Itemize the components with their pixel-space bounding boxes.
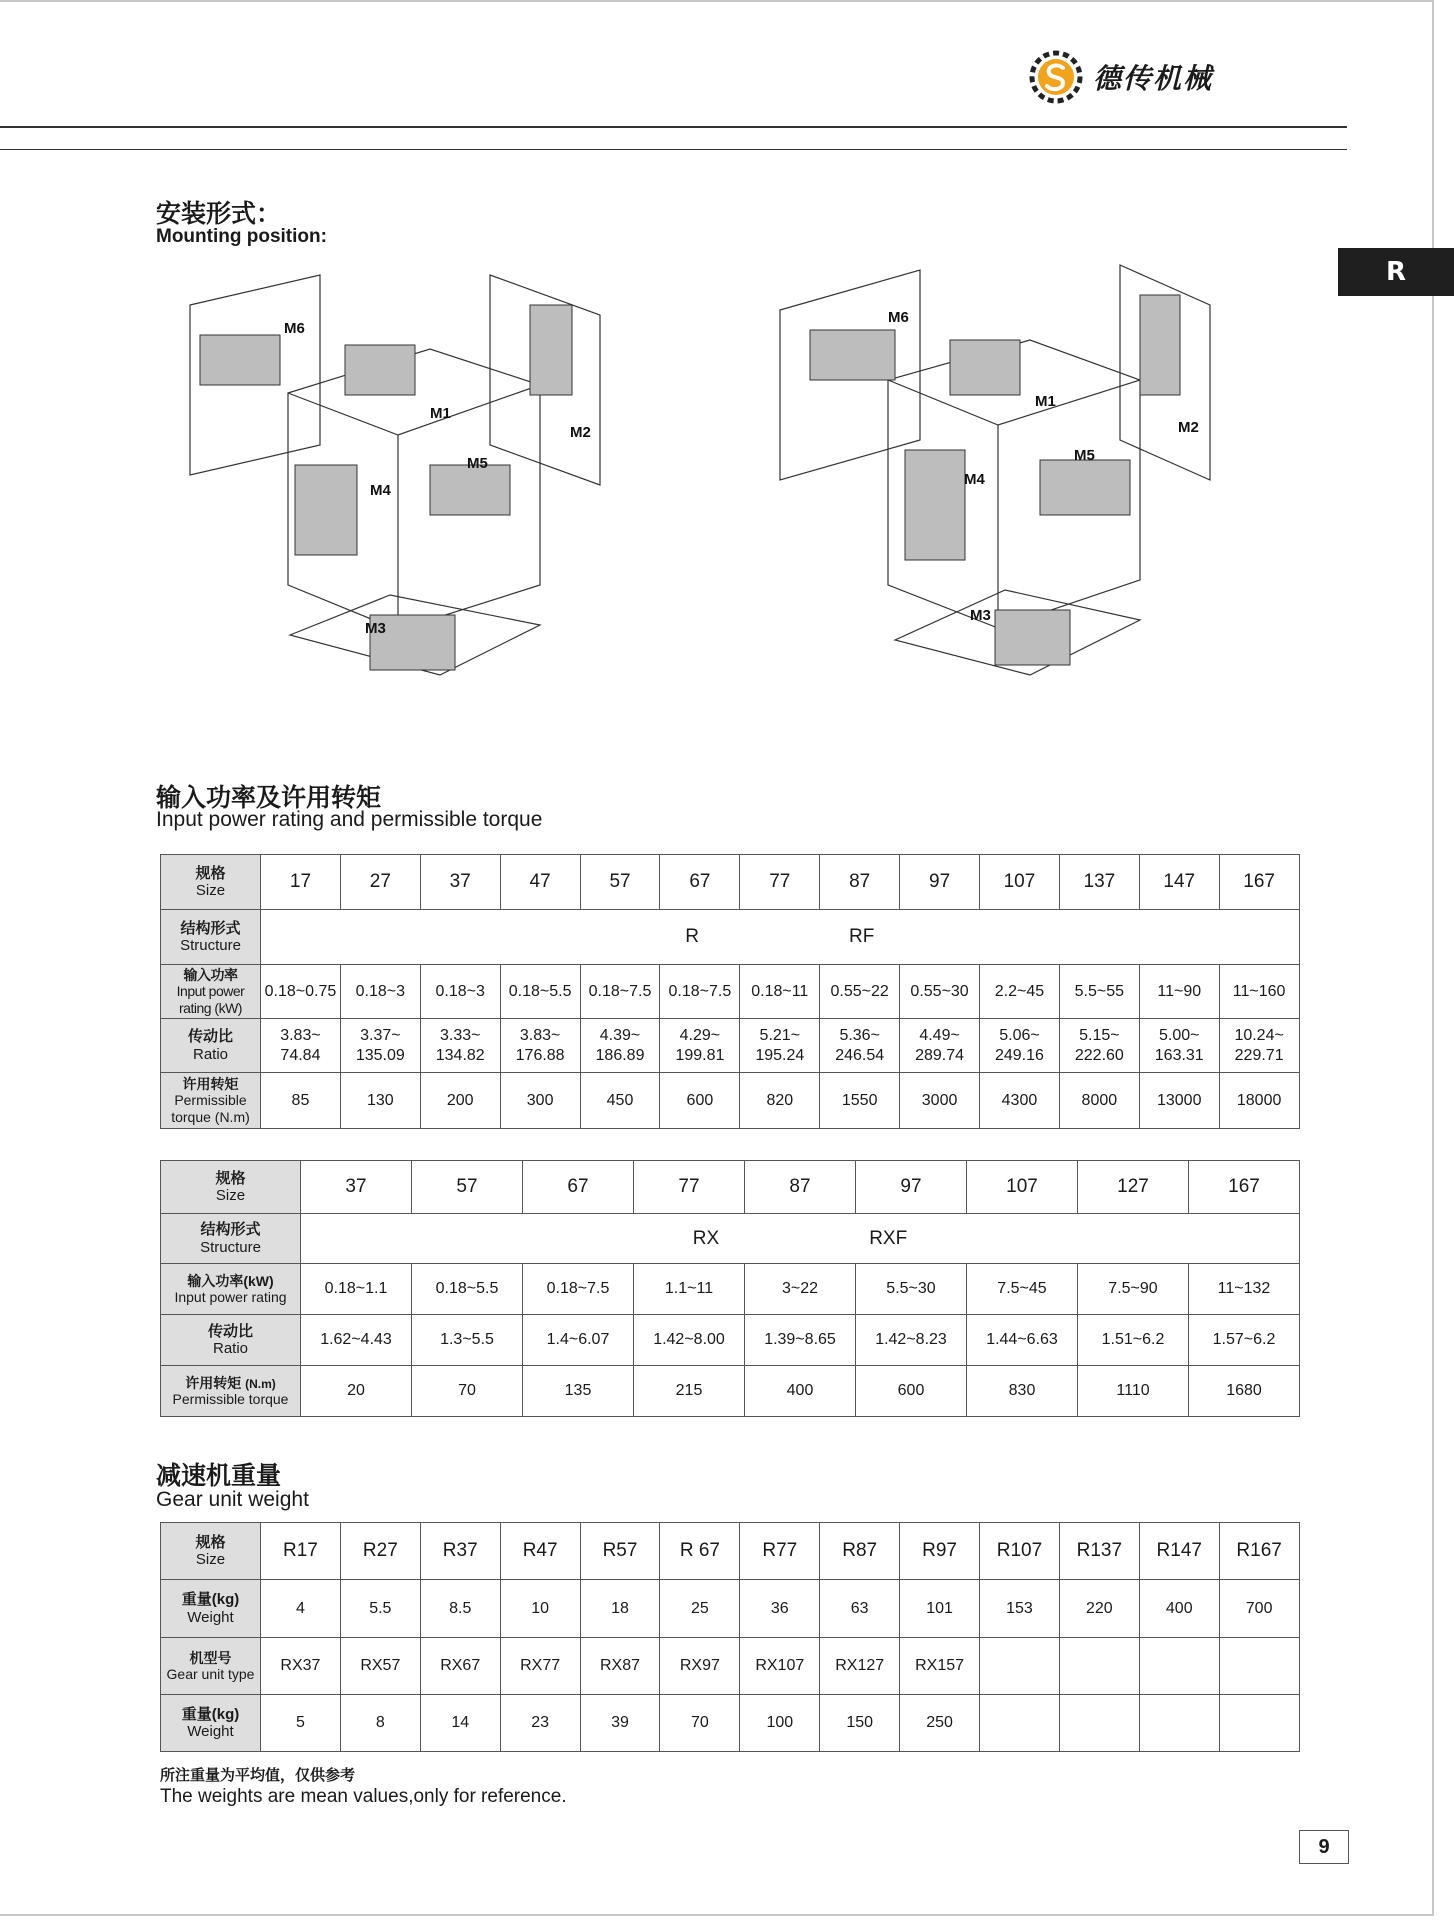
table-r-cell: 0.55~30 (900, 965, 980, 1019)
table-weight-cell: 100 (740, 1695, 820, 1752)
label-m4: M4 (370, 482, 391, 499)
table-r-cell: 4300 (980, 1073, 1060, 1129)
table-rx-size-row (161, 1161, 1300, 1214)
table-rx-cell: 1.39~8.65 (745, 1315, 856, 1366)
table-weight-type-label: 机型号 Gear unit type (161, 1638, 261, 1695)
table-r-cell: 4.49~ 289.74 (900, 1019, 980, 1073)
table-r-cell: 3000 (900, 1073, 980, 1129)
table-r-ratio-label: 传动比 Ratio (161, 1019, 261, 1073)
mounting-title-cn: 安装形式： (156, 199, 282, 228)
table-weight (160, 1522, 1300, 1752)
table-weight-cell: 5 (261, 1695, 341, 1752)
table-weight-cell: RX67 (420, 1638, 500, 1695)
table-weight-cell: 101 (900, 1580, 980, 1638)
table-r-cell: 97 (900, 855, 980, 910)
table-r-cell: 37 (420, 855, 500, 910)
table-rx-cell: 67 (523, 1161, 634, 1214)
table-weight-cell: RX127 (820, 1638, 900, 1695)
table-weight-cell: R77 (740, 1523, 820, 1580)
table-r-cell: 18000 (1219, 1073, 1299, 1129)
table-rx-cell: 1.44~6.63 (967, 1315, 1078, 1366)
table-weight-size-row (161, 1523, 1300, 1580)
table-r-cell: 147 (1139, 855, 1219, 910)
table-r-torque-row (161, 1073, 1300, 1129)
table-r-ratio-row (161, 1019, 1300, 1073)
weight-note-cn: 所注重量为平均值，仅供参考 (160, 1766, 356, 1784)
table-rx-cell: 7.5~90 (1078, 1264, 1189, 1315)
page-number: 9 (1299, 1830, 1349, 1864)
table-rx-cell: 3~22 (745, 1264, 856, 1315)
table-weight-cell: 18 (580, 1580, 660, 1638)
table-weight-cell: 150 (820, 1695, 900, 1752)
table-r-cell: 0.18~5.5 (500, 965, 580, 1019)
table-weight-cell: 23 (500, 1695, 580, 1752)
table-weight-weight2-row (161, 1695, 1300, 1752)
table-r-cell: 820 (740, 1073, 820, 1129)
table-weight-cell: R37 (420, 1523, 500, 1580)
table-rx-cell: 70 (412, 1366, 523, 1417)
table-rx-cell: 135 (523, 1366, 634, 1417)
label-m6-rf: M6 (888, 309, 909, 326)
table-r-cell: 5.00~ 163.31 (1139, 1019, 1219, 1073)
power-title-en: Input power rating and permissible torque (156, 808, 543, 831)
table-weight-cell: RX107 (740, 1638, 820, 1695)
table-weight-cell: R57 (580, 1523, 660, 1580)
table-weight-cell: 10 (500, 1580, 580, 1638)
table-r-cell: 3.83~ 74.84 (261, 1019, 341, 1073)
table-weight-cell: 5.5 (340, 1580, 420, 1638)
table-weight-cell: R167 (1219, 1523, 1299, 1580)
weight-title-cn: 减速机重量 (156, 1461, 282, 1490)
table-rx-cell: 830 (967, 1366, 1078, 1417)
table-r-structure-value (261, 910, 1300, 965)
table-weight-cell (980, 1638, 1060, 1695)
label-m3: M3 (365, 620, 386, 637)
table-rx-structure-value (301, 1214, 1300, 1264)
table-weight-cell: 8 (340, 1695, 420, 1752)
table-r-cell: 5.06~ 249.16 (980, 1019, 1060, 1073)
mounting-title-en: Mounting position: (156, 226, 327, 247)
table-rx-cell: 127 (1078, 1161, 1189, 1214)
label-m5: M5 (467, 455, 488, 472)
label-m3-rf: M3 (970, 607, 991, 624)
label-m1-rf: M1 (1035, 393, 1056, 410)
table-weight-cell: 8.5 (420, 1580, 500, 1638)
table-r-cell: 4.39~ 186.89 (580, 1019, 660, 1073)
table-rx-cell: 0.18~5.5 (412, 1264, 523, 1315)
table-weight-cell: R 67 (660, 1523, 740, 1580)
table-r-cell: 5.15~ 222.60 (1059, 1019, 1139, 1073)
table-weight-cell: R107 (980, 1523, 1060, 1580)
table-weight-cell: RX157 (900, 1638, 980, 1695)
label-m2: M2 (570, 424, 591, 441)
mounting-diagram-r (160, 265, 620, 715)
table-r-structure-label: 结构形式 Structure (161, 910, 261, 965)
table-r-power-label: 输入功率 Input power rating (kW) (161, 965, 261, 1019)
table-r-cell: 0.18~11 (740, 965, 820, 1019)
table-weight-cell: R87 (820, 1523, 900, 1580)
table-rx-cell: 1.51~6.2 (1078, 1315, 1189, 1366)
table-weight-cell: R17 (261, 1523, 341, 1580)
table-r-cell: 85 (261, 1073, 341, 1129)
table-r-cell: 137 (1059, 855, 1139, 910)
table-r-cell: 600 (660, 1073, 740, 1129)
table-weight-cell (1139, 1638, 1219, 1695)
table-r-cell: 167 (1219, 855, 1299, 910)
table-r-series (160, 854, 1300, 1129)
table-r-cell: 107 (980, 855, 1060, 910)
table-rx-cell: 215 (634, 1366, 745, 1417)
section-tab-r: R (1338, 248, 1454, 296)
mounting-diagram-rf (770, 250, 1230, 710)
table-weight-cell: 39 (580, 1695, 660, 1752)
table-weight-weight-label: 重量(kg) Weight (161, 1580, 261, 1638)
table-r-cell: 2.2~45 (980, 965, 1060, 1019)
table-rx-cell: 1.1~11 (634, 1264, 745, 1315)
brand-name: 德传机械 (1093, 62, 1214, 95)
table-r-cell: 13000 (1139, 1073, 1219, 1129)
table-weight-type-row (161, 1638, 1300, 1695)
table-r-structure-row (161, 910, 1300, 965)
table-rx-cell: 1680 (1189, 1366, 1300, 1417)
table-rx-cell: 77 (634, 1161, 745, 1214)
table-rx-cell: 1.42~8.23 (856, 1315, 967, 1366)
table-rx-power-label: 输入功率(kW) Input power rating (161, 1264, 301, 1315)
table-weight-cell (1059, 1695, 1139, 1752)
label-m4-rf: M4 (964, 471, 985, 488)
table-r-cell: 17 (261, 855, 341, 910)
table-weight-cell: R137 (1059, 1523, 1139, 1580)
table-weight-cell (1139, 1695, 1219, 1752)
table-rx-cell: 400 (745, 1366, 856, 1417)
weight-title-en: Gear unit weight (156, 1488, 309, 1511)
table-rx-structure-row (161, 1214, 1300, 1264)
table-r-cell: 1550 (820, 1073, 900, 1129)
table-weight-cell (1219, 1695, 1299, 1752)
table-weight-cell: 14 (420, 1695, 500, 1752)
table-r-cell: 11~160 (1219, 965, 1299, 1019)
table-r-cell: 3.83~ 176.88 (500, 1019, 580, 1073)
structure-rxf: RXF (869, 1227, 908, 1249)
table-rx-cell: 1110 (1078, 1366, 1189, 1417)
table-rx-cell: 37 (301, 1161, 412, 1214)
table-weight-cell (980, 1695, 1060, 1752)
table-weight-cell (1219, 1638, 1299, 1695)
table-r-cell: 0.18~0.75 (261, 965, 341, 1019)
table-weight-cell: 25 (660, 1580, 740, 1638)
table-weight-cell: 36 (740, 1580, 820, 1638)
table-rx-series (160, 1160, 1300, 1417)
label-m2-rf: M2 (1178, 419, 1199, 436)
table-rx-cell: 7.5~45 (967, 1264, 1078, 1315)
table-r-cell: 67 (660, 855, 740, 910)
table-rx-cell: 107 (967, 1161, 1078, 1214)
table-r-cell: 0.18~7.5 (580, 965, 660, 1019)
table-weight-cell: R27 (340, 1523, 420, 1580)
header-rule-top (0, 126, 1347, 128)
table-rx-cell: 97 (856, 1161, 967, 1214)
table-weight-cell: 250 (900, 1695, 980, 1752)
table-r-cell: 0.18~3 (340, 965, 420, 1019)
table-rx-cell: 5.5~30 (856, 1264, 967, 1315)
table-r-cell: 300 (500, 1073, 580, 1129)
table-rx-cell: 20 (301, 1366, 412, 1417)
table-rx-cell: 1.62~4.43 (301, 1315, 412, 1366)
table-r-cell: 130 (340, 1073, 420, 1129)
table-rx-ratio-label: 传动比 Ratio (161, 1315, 301, 1366)
table-weight-cell: 153 (980, 1580, 1060, 1638)
table-r-cell: 27 (340, 855, 420, 910)
table-weight-cell (1059, 1638, 1139, 1695)
table-rx-cell: 0.18~1.1 (301, 1264, 412, 1315)
table-weight-cell: 63 (820, 1580, 900, 1638)
table-weight-size-label: 规格 Size (161, 1523, 261, 1580)
table-r-size-row (161, 855, 1300, 910)
label-m6: M6 (284, 320, 305, 337)
table-rx-cell: 1.57~6.2 (1189, 1315, 1300, 1366)
table-rx-cell: 1.4~6.07 (523, 1315, 634, 1366)
table-r-cell: 0.55~22 (820, 965, 900, 1019)
table-rx-cell: 11~132 (1189, 1264, 1300, 1315)
table-weight-cell: R147 (1139, 1523, 1219, 1580)
table-r-cell: 200 (420, 1073, 500, 1129)
table-rx-size-label: 规格 Size (161, 1161, 301, 1214)
table-r-cell: 5.21~ 195.24 (740, 1019, 820, 1073)
table-r-power-row (161, 965, 1300, 1019)
table-rx-ratio-row (161, 1315, 1300, 1366)
structure-r: R (685, 926, 699, 947)
table-rx-cell: 600 (856, 1366, 967, 1417)
table-rx-cell: 57 (412, 1161, 523, 1214)
table-weight-cell: RX97 (660, 1638, 740, 1695)
structure-rx: RX (692, 1227, 720, 1249)
weight-note-en: The weights are mean values,only for reference. (160, 1786, 567, 1807)
table-rx-cell: 0.18~7.5 (523, 1264, 634, 1315)
table-rx-cell: 167 (1189, 1161, 1300, 1214)
power-title-cn: 输入功率及许用转矩 (156, 783, 382, 812)
table-r-cell: 0.18~3 (420, 965, 500, 1019)
table-weight-cell: 400 (1139, 1580, 1219, 1638)
table-r-cell: 5.5~55 (1059, 965, 1139, 1019)
table-weight-cell: R97 (900, 1523, 980, 1580)
label-m5-rf: M5 (1074, 447, 1095, 464)
table-weight-cell: RX57 (340, 1638, 420, 1695)
label-m1: M1 (430, 405, 451, 422)
table-weight-cell: 70 (660, 1695, 740, 1752)
table-rx-cell: 1.42~8.00 (634, 1315, 745, 1366)
table-r-cell: 10.24~ 229.71 (1219, 1019, 1299, 1073)
table-r-cell: 77 (740, 855, 820, 910)
table-r-size-label: 规格 Size (161, 855, 261, 910)
table-r-cell: 8000 (1059, 1073, 1139, 1129)
table-weight-cell: 220 (1059, 1580, 1139, 1638)
table-weight-cell: R47 (500, 1523, 580, 1580)
table-rx-power-row (161, 1264, 1300, 1315)
table-rx-torque-row (161, 1366, 1300, 1417)
table-rx-torque-label: 许用转矩 (N.m) Permissible torque (161, 1366, 301, 1417)
table-rx-cell: 87 (745, 1161, 856, 1214)
table-weight-weight2-label: 重量(kg) Weight (161, 1695, 261, 1752)
structure-rf: RF (848, 926, 875, 947)
table-weight-cell: RX87 (580, 1638, 660, 1695)
table-r-cell: 4.29~ 199.81 (660, 1019, 740, 1073)
table-r-cell: 47 (500, 855, 580, 910)
table-r-cell: 450 (580, 1073, 660, 1129)
table-r-cell: 87 (820, 855, 900, 910)
table-weight-cell: 700 (1219, 1580, 1299, 1638)
table-r-cell: 3.33~ 134.82 (420, 1019, 500, 1073)
table-r-cell: 3.37~ 135.09 (340, 1019, 420, 1073)
table-r-cell: 5.36~ 246.54 (820, 1019, 900, 1073)
table-r-cell: 11~90 (1139, 965, 1219, 1019)
table-rx-cell: 1.3~5.5 (412, 1315, 523, 1366)
table-weight-weight-row (161, 1580, 1300, 1638)
table-weight-cell: RX37 (261, 1638, 341, 1695)
table-r-cell: 57 (580, 855, 660, 910)
table-rx-structure-label: 结构形式 Structure (161, 1214, 301, 1264)
table-weight-cell: 4 (261, 1580, 341, 1638)
table-weight-cell: RX77 (500, 1638, 580, 1695)
header-rule-bottom (0, 149, 1347, 150)
table-r-torque-label: 许用转矩 Permissible torque (N.m) (161, 1073, 261, 1129)
table-r-cell: 0.18~7.5 (660, 965, 740, 1019)
brand-emblem-icon (1027, 48, 1085, 106)
brand-logo (1027, 44, 1213, 110)
